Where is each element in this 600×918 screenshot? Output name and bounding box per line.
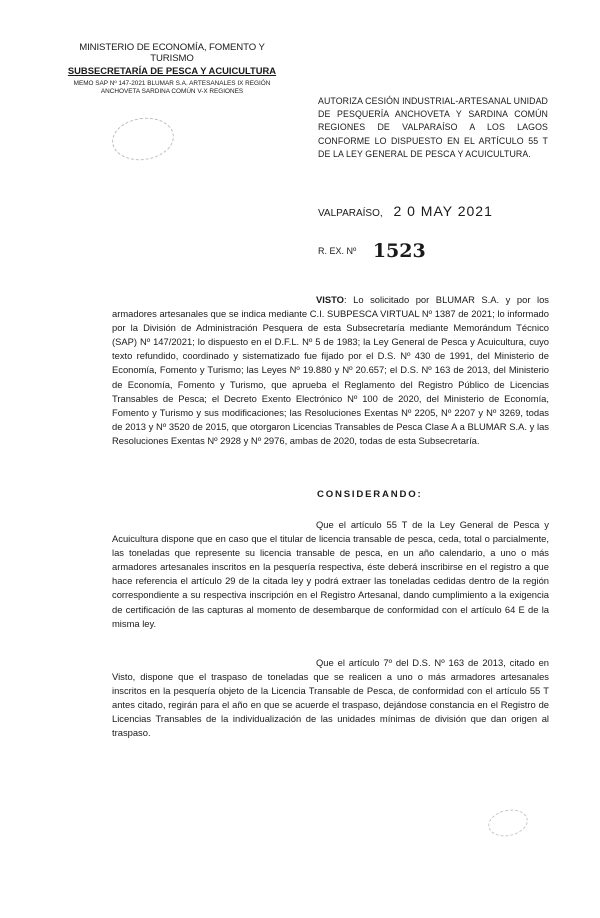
subsecretaria-name: SUBSECRETARÍA DE PESCA Y ACUICULTURA [67, 65, 277, 76]
date-stamp: 2 0 MAY 2021 [393, 203, 493, 219]
resolution-subject: AUTORIZA CESIÓN INDUSTRIAL-ARTESANAL UNIDAD DE PESQUERÍA ANCHOVETA Y SARDINA COMÚN REGIONES DE VALPARAÍSO A LOS LAGOS CONFORME LO DISPUESTO EN EL ARTÍCULO 55 T DE LA LEY GENERAL DE PESCA Y ACUICULTURA. [318, 96, 548, 159]
place-date [318, 203, 493, 219]
ministry-name: MINISTERIO DE ECONOMÍA, FOMENTO Y TURISMO [79, 42, 265, 64]
memo-reference-2: ANCHOVETA SARDINA COMÚN V-X REGIONES [100, 88, 244, 95]
place: VALPARAÍSO, [318, 208, 383, 219]
initials-stamp [486, 806, 531, 840]
considerando-paragraph-2 [112, 656, 549, 741]
rex-number: 1523 [372, 240, 426, 262]
considerando-1-text: Que el artículo 55 T de la Ley General de Pesca y Acuicultura dispone que en caso que el titular de licencia transable de pesca, ceda, total o parcialmente, las toneladas que represente su licencia transable de pesca, en un año calendario, a uno o más armadores artesanales inscritos en la pesquería respectiva, éste deberá inscribirse en el registro a que hace referencia el artículo 29 de la citada ley y podrá extraer las toneladas cedidas dentro de la región correspondiente a su respectiva inscripción en el Registro Artesanal, dando cumplimiento a la exigencia de certificación de las capturas al momento de desembarque de conformidad con el artículo 64 E de la misma ley. [112, 519, 549, 629]
resolution-number [318, 240, 426, 262]
visto-paragraph [112, 293, 549, 448]
considerando-paragraph-1 [112, 518, 549, 631]
considerando-2-text: Que el artículo 7º del D.S. Nº 163 de 2013, citado en Visto, dispone que el traspaso de toneladas que se realicen a uno o más armadores artesanales inscritos en la pesquería objeto de la Licencia Transable de Pesca, de conformidad con el artículo 55 T antes citado, regirán para el año en que se acuerde el traspaso, dejándose constancia en el Registro de Licencias Transables de la individualización de las unidades mínimas de división que dan origen al traspaso. [112, 657, 549, 739]
visto-text: : Lo solicitado por BLUMAR S.A. y por los armadores artesanales que se indica mediante C.I. SUBPESCA VIRTUAL Nº 1387 de 2021; lo informado por la División de Administración Pesquera de esta Subsecretaría mediante Memorándum Técnico (SAP) Nº 147/2021; lo dispuesto en el D.F.L. Nº 5 de 1983; la Ley General de Pesca y Acuicultura, cuyo texto refundido, coordinado y sistematizado fue fijado por el D.S. Nº 430 de 1991, del Ministerio de Economía, Fomento y Turismo; las Leyes Nº 19.880 y Nº 20.657; el D.S. Nº 163 de 2013, del Ministerio de Economía, Fomento y Turismo, que aprueba el Reglamento del Registro Público de Licencias Transables de Pesca; el Decreto Exento Electrónico Nº 100 de 2020, del Ministerio de Economía, Fomento y Turismo y sus modificaciones; las Resoluciones Exentas Nº 2205, Nº 2207 y Nº 3269, todas de 2013 y Nº 3520 de 2015, que otorgaron Licencias Transables de Pesca Clase A a BLUMAR S.A. y las Resoluciones Exentas Nº 2928 y Nº 2976, ambas de 2020, todas de esta Subsecretaría. [112, 294, 549, 446]
faded-seal-stamp [109, 114, 176, 164]
considerando-heading: CONSIDERANDO: [317, 489, 423, 500]
visto-label: VISTO [316, 294, 344, 305]
memo-reference: MEMO SAP Nº 147-2021 BLUMAR S.A. ARTESANALES IX REGIÓN [73, 80, 271, 87]
letterhead [66, 42, 306, 95]
rex-label: R. EX. Nº [318, 246, 357, 256]
